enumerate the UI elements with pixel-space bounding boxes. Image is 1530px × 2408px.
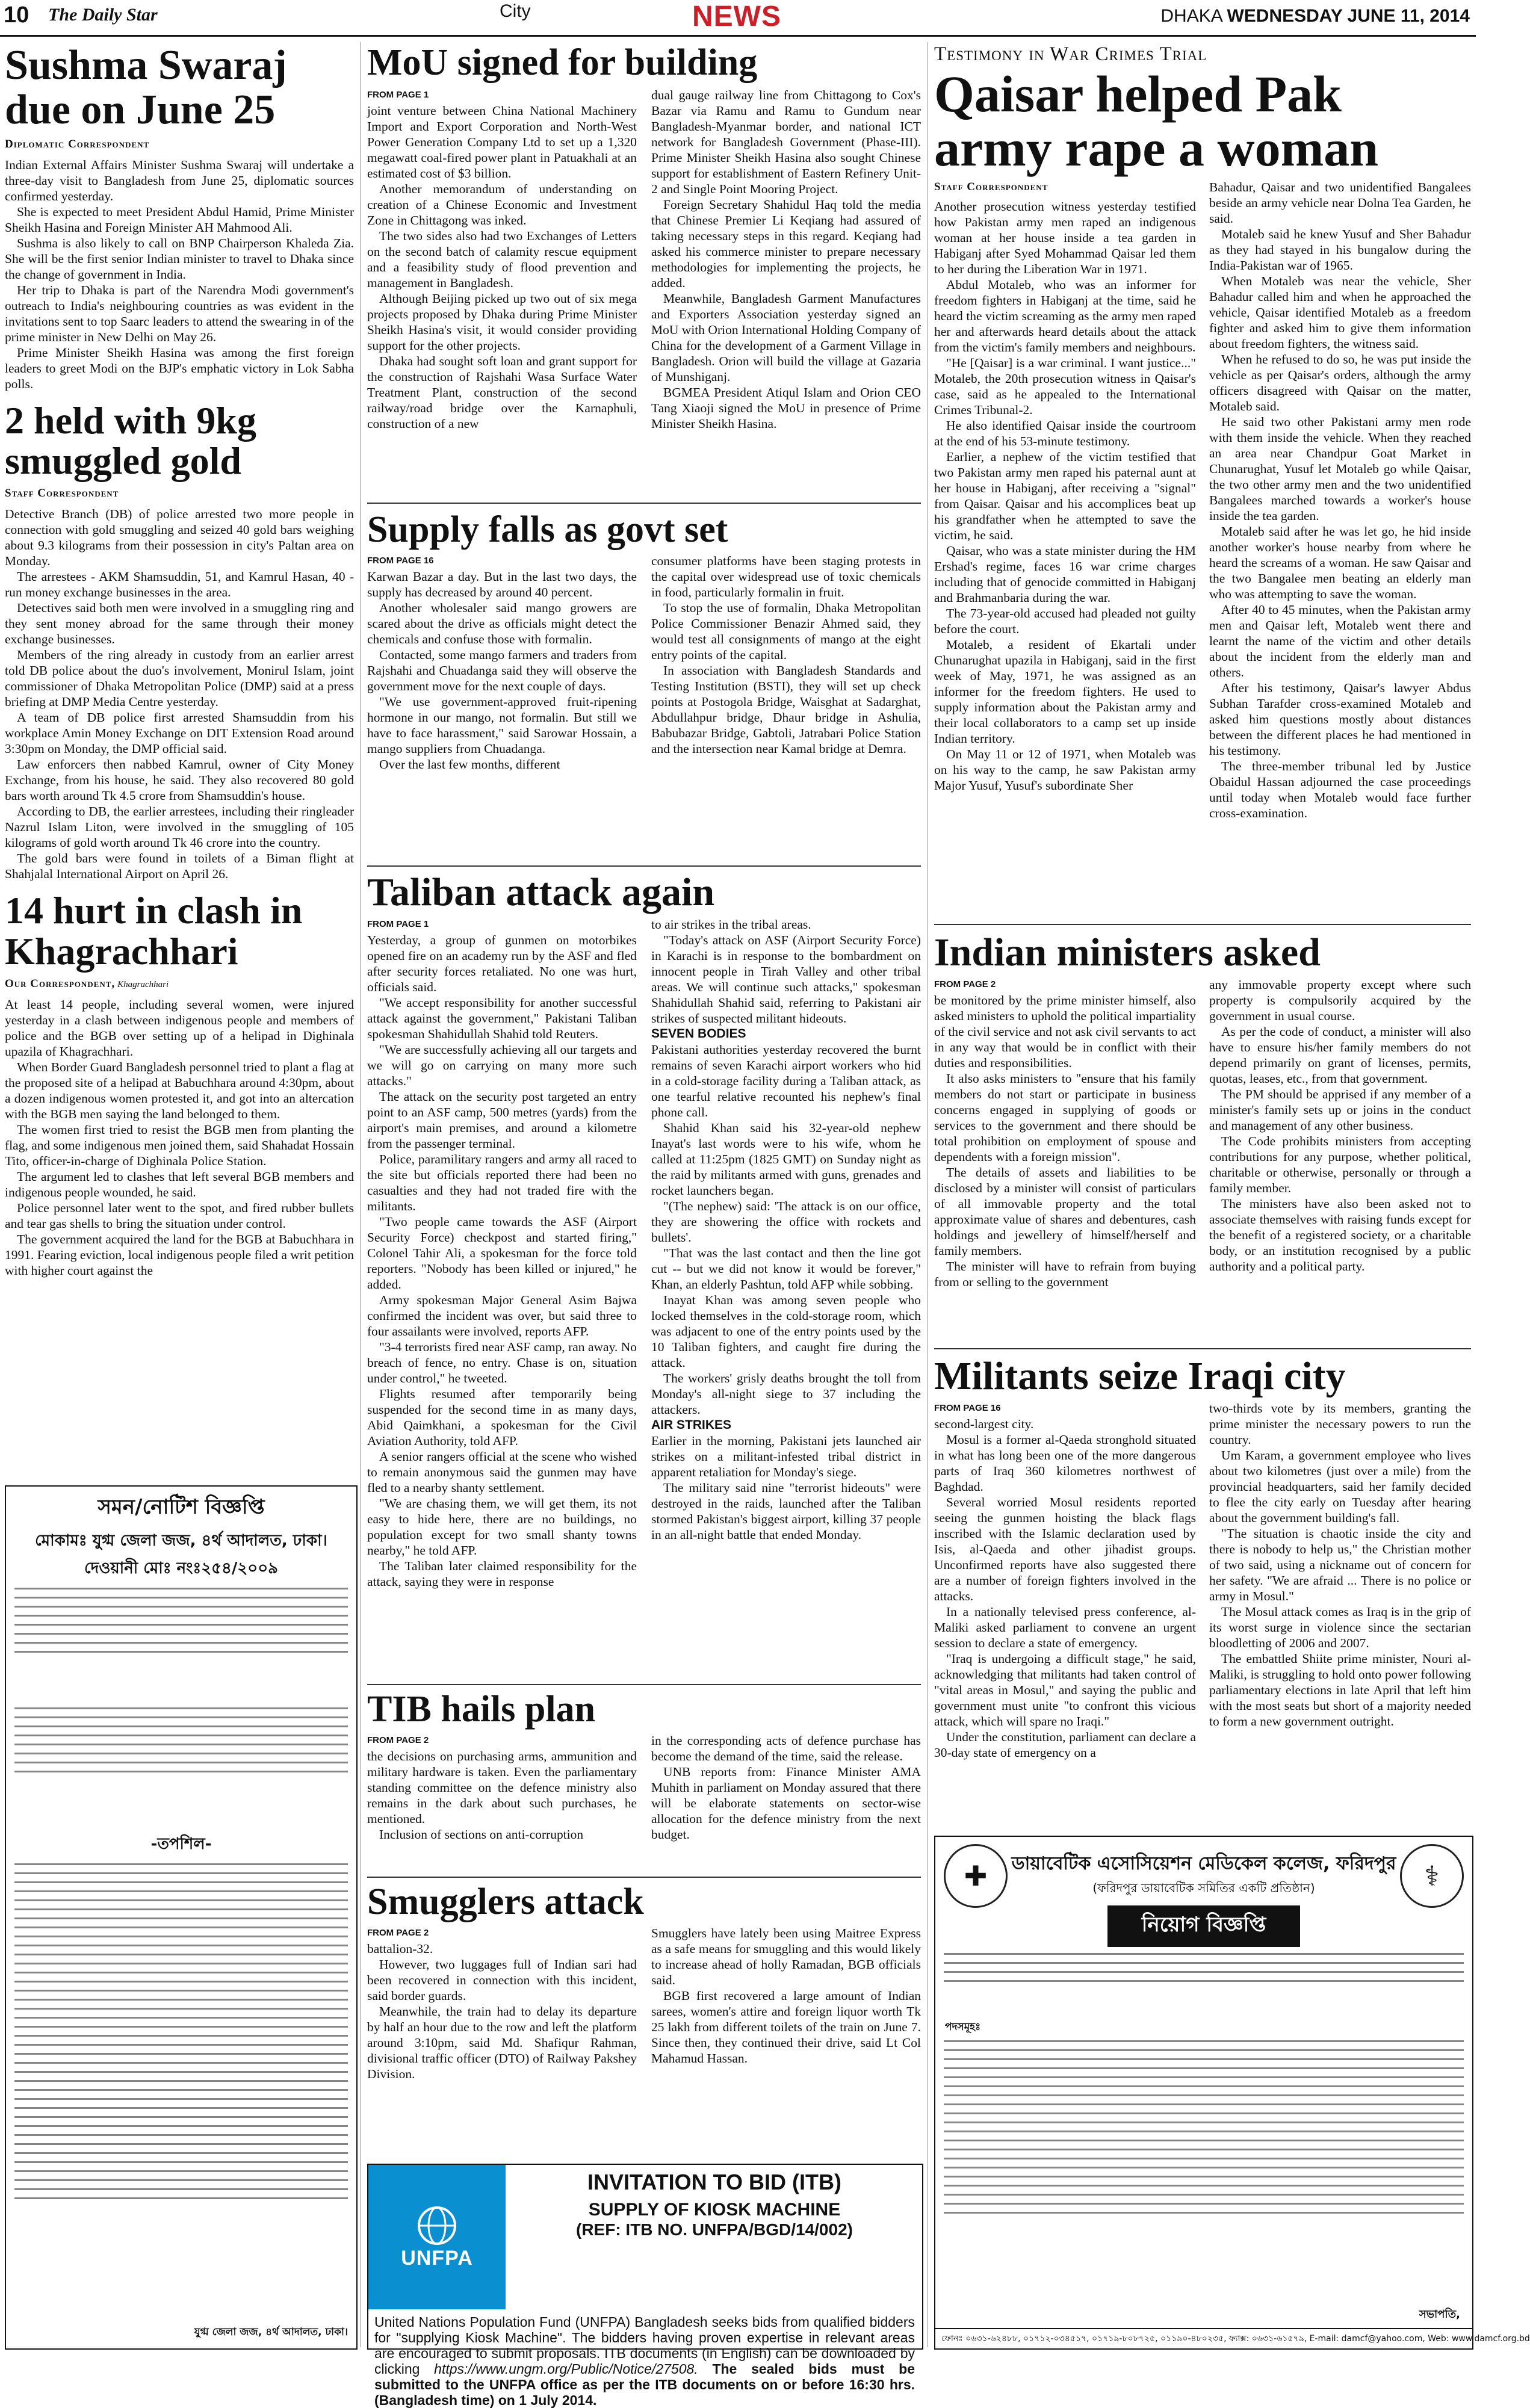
paragraph: Over the last few months, different (379, 757, 560, 772)
paragraph: Earlier, a nephew of the victim testified that two Pakistan army men raped his paternal aunt at her house in Habiganj, after receiving a "signal" from Qaisar. Qaisar and his accomplices beat up his grandfather when he attempted to save the victim, he said. (934, 449, 1196, 542)
jump-label: FROM PAGE 16 (367, 556, 434, 566)
paragraph: Another memorandum of understanding on creation of a Chinese Economic and Investment Zone in Chittagong was inked. (367, 182, 637, 228)
paragraph: joint venture between China National Machinery Import and Export Corporation and North-West Power Generation Company Ltd to set up a 1,320 megawatt coal-fired power plant in Patuakhali at an estimated cost of $3 billion. (367, 104, 637, 181)
paragraph: Shahid Khan said his 32-year-old nephew Inayat's last words were to his wife, whom he called at 11:25pm (1825 GMT) on Sunday night as the raid by militants armed with guns, grenades and rocket launchers began. (651, 1121, 921, 1198)
iraq-col-1 (934, 1401, 1196, 1760)
paragraph: The Taliban later claimed responsibility for the attack, saying they were in response (367, 1559, 637, 1589)
paragraph: Detectives said both men were involved in a smuggling ring and they sent money abroad for the same through their money exchange businesses. (5, 601, 354, 647)
story-sushma (5, 157, 354, 392)
headline-supply: Supply falls as govt set (367, 509, 728, 550)
paragraph: Earlier in the morning, Pakistani jets launched air strikes on a militant-infested tribal district in apparent retaliation for Monday's siege. (651, 1434, 921, 1480)
paragraph: BGB first recovered a large amount of Indian sarees, women's attire and foreign liquor worth Tk 25 lakh from different toilets of the train on June 7. Since then, they continued their drive, said Lt Col Mahamud Hassan. (651, 1989, 921, 2066)
paragraph: He said two other Pakistani army men rode with them inside the vehicle. When they reached an area near Chandpur Goat Market in Chunarughat, Yusuf let Motaleb go while Qaisar, the two other army men and the two unidentified Bangalees marched towards a worker's house inside the tea garden. (1209, 414, 1471, 523)
page-number: 10 (4, 2, 29, 28)
story-tib (367, 1690, 921, 1842)
paragraph: in the corresponding acts of defence purchase has become the demand of the time, said the release. (651, 1733, 921, 1764)
notice-title: সমন/নোটিশ বিজ্ঞপ্তি (98, 1495, 265, 1519)
paragraph: consumer platforms have been staging protests in the capital over widespread use of toxic chemicals in food, particularly formalin in fruit. (651, 554, 921, 600)
paragraph: dual gauge railway line from Chittagong to Cox's Bazar via Ramu and Ramu to Gundum near Bangladesh-Myanmar border, and national ICT network for Bangladesh Government (Phase-III). Prime Minister Sheikh Hasina also sought Chinese support for establishment of Eastern Refinery Unit-2 and Single Point Mooring Project. (651, 88, 921, 197)
masthead (0, 0, 1476, 34)
notice-case: দেওয়ানী মোঃ নংঃ২৫৪/২০০৯ (84, 1559, 278, 1577)
itb-body-text-2: The sealed bids must be submitted to the UNFPA office as per the ITB documents on or before (374, 2361, 915, 2392)
itb-deadline: 16:30 hrs. (Bangladesh time) on 1 July 2014. (374, 2377, 915, 2408)
paragraph: Meanwhile, the train had to delay its departure by half an hour due to the row and left the platform around 3:10pm, said Md. Shafiqur Rahman, divisional traffic officer (DTO) of Railway Pakshey Division. (367, 2004, 637, 2082)
paragraph: The PM should be apprised if any member of a minister's family sets up or joins in the conduct and management of any other business. (1209, 1087, 1471, 1133)
story-divider (934, 924, 1471, 925)
column-divider (360, 42, 361, 2347)
paragraph: two-thirds vote by its members, granting the prime minister the necessary powers to run the country. (1209, 1401, 1471, 1447)
college-contact: ফোনঃ ০৬৩১-৬২৪৮৮, ০১৭১২-০৩৪৫১৭, ০১৭১৯-৮০৮৭২৫, ০১১৯০-৪৮০২৩৫, ফ্যাক্স: ০৬৩১-৬১৫৭৯, E-mail: damcf@yahoo.com, Web: www.damcf.org.bd (935, 2328, 1472, 2348)
paragraph: On May 11 or 12 of 1971, when Motaleb was on his way to the camp, he saw Pakistan army Major Yusuf, Yusuf's subordinate Sher (934, 746, 1196, 793)
news-label: NEWS (692, 1, 781, 32)
paragraph: "(The nephew) said: 'The attack is on our office, they are showering the office with rockets and bullets'. (651, 1199, 921, 1245)
story-supply (367, 510, 921, 772)
paragraph: Karwan Bazar a day. But in the last two days, the supply has decreased by around 40 percent. (367, 569, 637, 600)
story-divider (934, 1348, 1471, 1349)
paragraph: The military said nine "terrorist hideouts" were destroyed in the raids, launched after the Taliban stormed Pakistan's biggest airport, killing 37 people in an all-night battle that ended Monday. (651, 1481, 921, 1543)
dateline-city: DHAKA (1160, 6, 1222, 26)
paragraph: After 40 to 45 minutes, when the Pakistan army men and Qaisar left, Motaleb went there and learnt the name of the victim and other details about the incident from the elderly man and others. (1209, 602, 1471, 679)
paragraph: Several worried Mosul residents reported seeing the gunmen hoisting the black flags inscribed with the Islamic declaration used by Isis, al-Qaeda and other jihadist groups. Unconfirmed reports have also suggested there are a number of foreign fighters involved in the attacks. (934, 1495, 1196, 1604)
paragraph: The attack on the security post targeted an entry point to an ASF camp, 500 metres (yards) from the airport's main premises, and around a kilometre from the passenger terminal. (367, 1089, 637, 1151)
byline-qaisar: Staff Correspondent (934, 180, 1048, 193)
subhead: SEVEN BODIES (651, 1027, 746, 1041)
paragraph: Dhaka had sought soft loan and grant support for the construction of Rajshahi Wasa Surface Water Treatment Plant, construction of the second railway/road bridge over the Karnaphuli, construction of a new (367, 354, 637, 432)
paragraph: "We accept responsibility for another successful attack against the government," Pakistani Taliban spokesman Shahidullah Shahid told Reuters. (367, 995, 637, 1042)
paragraph: The argument led to clashes that left several BGB members and indigenous people wounded, he said. (5, 1169, 354, 1199)
positions-label: পদসমূহঃ (945, 2021, 981, 2033)
jump-label: FROM PAGE 1 (367, 919, 429, 930)
mou-col-1 (367, 87, 637, 432)
paragraph: Detective Branch (DB) of police arrested two more people in connection with gold smuggling and seized 40 gold bars weighing about 9.3 kilograms from their possession in city's Paltan area on Monday. (5, 507, 354, 569)
headline-iraq: Militants seize Iraqi city (934, 1354, 1346, 1398)
paragraph: "That was the last contact and then the line got cut -- but we did not know it would be forever," Khan, an elderly Pashtun, told AFP while sobbing. (651, 1246, 921, 1292)
paragraph: The three-member tribunal led by Justice Obaidul Hassan adjourned the case proceedings until today when Motaleb would face further cross-examination. (1209, 758, 1471, 820)
jump-label: FROM PAGE 2 (367, 1735, 429, 1746)
paragraph: Um Karam, a government employee who lives about two kilometres (just over a mile) from the provincial headquarters, said her family decided to flee the city early on Tuesday after hearing about the government building's fall. (1209, 1448, 1471, 1526)
recruitment-intro-text (935, 1953, 1472, 2019)
paragraph: When Motaleb was near the vehicle, Sher Bahadur called him and when he approached the vehicle, Qaisar identified Motaleb as a freedom fighter and asked him to give them information about freedom fighters, the witness said. (1209, 273, 1471, 351)
paragraph: To stop the use of formalin, Dhaka Metropolitan Police Commissioner Benazir Ahmed said, they would test all consignments of mango at the eight entry points of the capital. (651, 601, 921, 663)
notice-body-text (6, 1707, 356, 1828)
paragraph: Army spokesman Major General Asim Bajwa confirmed the incident was over, but said three to four assailants were involved, reports AFP. (367, 1293, 637, 1339)
story-indian-ministers (934, 932, 1471, 1290)
iraq-col-2 (1209, 1401, 1471, 1760)
smugglers-col-2 (651, 1925, 921, 2082)
subhead: AIR STRIKES (651, 1418, 732, 1432)
itb-subtitle: SUPPLY OF KIOSK MACHINE (588, 2200, 841, 2220)
paragraph: It also asks ministers to "ensure that his family members do not start or participate in business concerns engaged in supplying of goods or services to the government and there should be total prohibition on employment of spouse and dependents with a foreign mission". (934, 1071, 1196, 1165)
paragraph: Pakistani authorities yesterday recovered the burnt remains of seven Karachi airport workers who hid in a cold-storage facility during a Taliban attack, as one tearful relative recounted his nephew's final phone call. (651, 1042, 921, 1120)
recruitment-banner: নিয়োগ বিজ্ঞপ্তি (1107, 1905, 1300, 1947)
headline-mou: MoU signed for building (367, 42, 758, 83)
story-mou (367, 43, 921, 432)
story-divider (367, 1684, 921, 1685)
paragraph: Flights resumed after temporarily being suspended for the second time in as many days, Abid Qaimkhani, a spokesman for the Civil Aviation Authority, told AFP. (367, 1387, 637, 1449)
notice-parties-text (6, 1588, 356, 1702)
unfpa-logo-panel (368, 2165, 506, 2309)
paragraph: "He [Qaisar] is a war criminal. I want justice..." Motaleb, the 20th prosecution witness in Qaisar's case, said as he appealed to the International Crimes Tribunal-2. (934, 355, 1196, 417)
paragraph: Yesterday, a group of gunmen on motorbikes opened fire on an academy run by the ASF and fled after security forces retaliated. No one was hurt, officials said. (367, 933, 637, 995)
paragraph: Bahadur, Qaisar and two unidentified Bangalees beside an army vehicle near Dolna Tea Garden, he said. (1209, 179, 1471, 226)
headline-gold: 2 held with 9kg smuggled gold (5, 399, 256, 483)
college-sub: (ফরিদপুর ডায়াবেটিক সমিতির একটি প্রতিষ্ঠান) (1092, 1881, 1315, 1895)
paragraph: The arrestees - AKM Shamsuddin, 51, and Kamrul Hasan, 40 - run money exchange businesses in the area. (5, 569, 354, 600)
column-left (5, 43, 354, 1278)
indian-col-1 (934, 977, 1196, 1290)
headline-smugglers: Smugglers attack (367, 1881, 644, 1922)
jump-label: FROM PAGE 2 (367, 1928, 429, 1939)
paragraph: According to DB, the earlier arrestees, including their ringleader Nazrul Islam Liton, were involved in the smuggling of 105 kilograms of gold worth around Tk 46 crore into the country. (5, 804, 354, 850)
paragraph: Motaleb said after he was let go, he hid inside another worker's house nearby from where he heard the screams of a woman. He saw Qaisar and the two Bangalee men beating an elderly man who was attempting to save the woman. (1209, 524, 1471, 601)
byline-text: Our Correspondent, (5, 977, 116, 990)
paragraph: "Iraq is undergoing a difficult stage," he said, acknowledging that militants had taken control of "vital areas in Mosul," and saying the public and government must unite "to confront this vicious attack, which will spare no Iraqi." (934, 1651, 1196, 1729)
headline-tib: TIB hails plan (367, 1689, 596, 1730)
dateline-date: WEDNESDAY JUNE 11, 2014 (1227, 6, 1470, 26)
paragraph: Abdul Motaleb, who was an informer for freedom fighters in Habiganj at the time, said he heard the victim screaming as the army men raped her and afterwards heard details about the attack from the victim's family members and neighbours. (934, 277, 1196, 354)
college-name: ডায়াবেটিক এসোসিয়েশন মেডিকেল কলেজ, ফরিদপুর (1011, 1853, 1396, 1874)
story-gold (5, 506, 354, 882)
paragraph: the decisions on purchasing arms, ammunition and military hardware is taken. Even the parliamentary standing committee on the defence ministry also remains in the dark about such purchases, he mentioned. (367, 1749, 637, 1827)
paragraph: The gold bars were found in toilets of a Biman flight at Shahjalal International Airport on April 26. (5, 851, 354, 882)
masthead-rule (0, 35, 1476, 37)
story-khagrachhari (5, 997, 354, 1278)
court-notice-ad (5, 1485, 358, 2350)
notice-schedule-heading: -তপশিল- (150, 1835, 212, 1853)
paragraph: Police, paramilitary rangers and army all raced to the site but officials reported there had been no casualties and they had not traded fire with the militants. (367, 1152, 637, 1214)
jump-label: FROM PAGE 16 (934, 1403, 1001, 1414)
paragraph: In association with Bangladesh Standards and Testing Institution (BSTI), they will set up check points at Postogola Bridge, Waisghat at Sadarghat, Abdullahpur bridge, Dhaur bridge in Ashulia, Babubazar Bridge, Gabtoli, Jatrabari Police Station and the intersection near Kamal bridge at Demra. (651, 663, 921, 757)
paragraph: However, two luggages full of Indian sari had been recovered in connection with this incident, said border guards. (367, 1957, 637, 2004)
section-label: City (500, 1, 531, 21)
paragraph: any immovable property except where such property is compulsorily acquired by the government in usual course. (1209, 977, 1471, 1024)
paragraph: battalion-32. (367, 1942, 433, 1957)
paragraph: Qaisar, who was a state minister during the HM Ershad's regime, faces 16 war crime charges including that of genocide committed in Habiganj and Brahmanbaria during the war. (934, 543, 1196, 605)
paragraph: "Two people came towards the ASF (Airport Security Force) checkpost and started firing," Colonel Tahir Ali, a spokesman for the force told reporters. "Nobody has been killed or injured," he added. (367, 1215, 637, 1292)
itb-body-text: United Nations Population Fund (UNFPA) Bangladesh seeks bids from qualified bidders for "supplying Kiosk Machine". The bidders having proven expertise in relevant areas are encouraged to submit proposals. ITB documents (in English) can be downloaded by clicking (374, 2314, 915, 2377)
paragraph: When Border Guard Bangladesh personnel tried to plant a flag at the proposed site of a helipad at Babuchhara around 4:30pm, about a dozen indigenous women protested it, and got into an altercation with the BGB men saying the land belonged to them. (5, 1059, 355, 1121)
story-iraq (934, 1355, 1471, 1760)
qaisar-col-2 (1209, 179, 1471, 821)
itb-link[interactable]: https://www.ungm.org/Public/Notice/27508. (434, 2361, 698, 2377)
paragraph: The 73-year-old accused had pleaded not guilty before the court. (934, 605, 1196, 636)
paragraph: "We are successfully achieving all our targets and we will go on carrying on many more such attacks." (367, 1042, 637, 1089)
dateline (1160, 6, 1470, 26)
paper-logo: The Daily Star (48, 5, 158, 25)
paragraph: Members of the ring already in custody from an earlier arrest told DB police about the duo's involvement, Monirul Islam, joint commissioner of Dhaka Metropolitan Police (DMP) said at a press briefing at DMP Media Centre yesterday. (5, 648, 354, 710)
indian-col-2 (1209, 977, 1471, 1290)
story-taliban (367, 871, 921, 1589)
paragraph: UNB reports from: Finance Minister AMA Muhith in parliament on Monday assured that there will be elaborate statements on sector-wise allocation for the defence ministry from the next budget. (651, 1765, 921, 1842)
paragraph: Inclusion of sections on anti-corruption (379, 1827, 584, 1842)
college-recruitment-ad (934, 1836, 1530, 2350)
story-divider (367, 503, 921, 504)
paragraph: Inayat Khan was among seven people who locked themselves in the cold-storage room, which was adjacent to one of the entry points used by the 10 Taliban fighters, and caught fire during the attack. (651, 1293, 921, 1370)
mou-col-2 (651, 87, 921, 432)
paragraph: BGMEA President Atiqul Islam and Orion CEO Tang Xiaoji signed the MoU in presence of Prime Minister Sheikh Hasina. (651, 385, 921, 432)
paragraph: "Today's attack on ASF (Airport Security Force) in Karachi is in response to the bombardment on innocent people in Tirah Valley and other tribal areas. We will continue such attacks," spokesman Shahidullah Shahid said, referring to Pakistani air strikes of suspected militant hideouts. (651, 933, 921, 1026)
paragraph: Contacted, some mango farmers and traders from Rajshahi and Chuadanga said they will observe the government move for the next couple of days. (367, 648, 637, 694)
itb-ref: (REF: ITB NO. UNFPA/BGD/14/002) (576, 2220, 853, 2239)
paragraph: The details of assets and liabilities to be disclosed by a minister will consist of particulars of all immovable property and the total approximate value of shares and debentures, cash holdings and jewellery of himself/herself and family members. (934, 1165, 1196, 1258)
qaisar-col-1 (934, 179, 1196, 821)
jump-label: FROM PAGE 2 (934, 979, 996, 990)
unfpa-emblem-icon (416, 2205, 458, 2247)
taliban-col-1 (367, 917, 637, 1589)
itb-body (374, 2314, 915, 2408)
college-signature: সভাপতি, (1419, 2308, 1460, 2321)
paragraph: The Mosul attack comes as Iraq is in the grip of its worst surge in violence since the sectarian bloodletting of 2006 and 2007. (1209, 1605, 1471, 1651)
college-seal-right-icon: ⚕ (1400, 1844, 1464, 1908)
paragraph: to air strikes in the tribal areas. (651, 917, 811, 932)
paragraph: The ministers have also been asked not to associate themselves with raising funds except for the benefit of a registered society, or a charitable body, or an institution recognised by a public authority and a political party. (1209, 1196, 1471, 1274)
headline-sushma: Sushma Swaraj due on June 25 (5, 42, 287, 133)
paragraph: "3-4 terrorists fired near ASF camp, ran away. No breach of fence, no entry. Chase is on, situation under control," he tweeted. (367, 1340, 637, 1386)
paragraph: be monitored by the prime minister himself, also asked ministers to uphold the political impartiality of the civil service and not ask civil servants to act in any way that would be in conflict with their duties and responsibilities. (934, 993, 1196, 1071)
paragraph: The minister will have to refrain from buying from or selling to the government (934, 1259, 1196, 1290)
story-qaisar (934, 43, 1471, 821)
paragraph: The two sides also had two Exchanges of Letters on the second batch of calamity rescue equipment and a feasibility study of flood prevention and management in Bangladesh. (367, 229, 637, 291)
paragraph: At least 14 people, including several women, were injured yesterday in a clash between indigenous people and members of police and the BGB over setting up of a helipad in Dighinala upazila of Khagrachhari. (5, 997, 354, 1059)
paragraph: Motaleb said he knew Yusuf and Sher Bahadur as they had stayed in his bungalow during the India-Pakistan war of 1965. (1209, 226, 1471, 273)
story-divider (367, 865, 921, 867)
paragraph: Sushma is also likely to call on BNP Chairperson Khaleda Zia. She will be the first senior Indian minister to travel to Dhaka since the change of government in India. (5, 236, 354, 282)
paragraph: Law enforcers then nabbed Kamrul, owner of City Money Exchange, from his house, he said. They also recovered 80 gold bars worth around Tk 4.5 crore from Shamsuddin's house. (5, 757, 354, 803)
supply-col-1 (367, 553, 637, 772)
headline-taliban: Taliban attack again (367, 870, 715, 914)
headline-khagrachhari: 14 hurt in clash in Khagrachhari (5, 889, 303, 973)
paragraph: In a nationally televised press conference, al-Maliki asked parliament to convene an urgent session to declare a state of emergency. (934, 1605, 1196, 1651)
kicker-qaisar: Testimony in War Crimes Trial (934, 43, 1207, 65)
byline-gold: Staff Correspondent (5, 487, 119, 500)
paragraph: Another wholesaler said mango growers are scared about the drive as officials might detect the chemicals and confuse those with formalin. (367, 601, 637, 647)
paragraph: Prime Minister Sheikh Hasina was among the first foreign leaders to greet Modi on the BJP's emphatic victory in Lok Sabha polls. (5, 345, 354, 391)
headline-qaisar: Qaisar helped Pak army rape a woman (934, 65, 1379, 178)
paragraph: When he refused to do so, he was put inside the vehicle as per Qaisar's orders, although the army officers disagreed with Qaisar on the matter, Motaleb said. (1209, 351, 1471, 413)
paragraph: Smugglers have lately been using Maitree Express as a safe means for smuggling and this would likely to increase ahead of holly Ramadan, BGB officials said. (651, 1926, 921, 1988)
paragraph: Meanwhile, Bangladesh Garment Manufactures and Exporters Association yesterday signed an MoU with Orion International Holding Company of China for the development of a Garment Village in Bangladesh. Orion will build the village at Gazaria of Munshiganj. (651, 291, 921, 385)
paragraph: The government acquired the land for the BGB at Babuchhara in 1991. Fearing eviction, local indigenous people filed a writ petition with higher court against the (5, 1231, 354, 1278)
tib-col-2 (651, 1733, 921, 1842)
paragraph: A team of DB police first arrested Shamsuddin from his workplace Amin Money Exchange on DIT Extension Road around 3:30pm on Monday, the DMP official said. (5, 710, 354, 757)
notice-court: মোকামঃ যুগ্ম জেলা জজ, ৪র্থ আদালত, ঢাকা। (35, 1532, 327, 1550)
paragraph: After his testimony, Qaisar's lawyer Abdus Subhan Tarafder cross-examined Motaleb and asked him questions mostly about distances between the different places he had mentioned in his testimony. (1209, 680, 1471, 758)
paragraph: Foreign Secretary Shahidul Haq told the media that Chinese Premier Li Keqiang had assured of taking necessary steps in this regard. Keqiang had asked his commerce minister to prepare necessary methodologies for implementing the projects, he added. (651, 197, 921, 291)
paragraph: "We are chasing them, we will get them, its not easy to hide here, there are no buildings, no population except for two small shanty towns nearby," he told AFP. (367, 1496, 637, 1558)
paragraph: second-largest city. (934, 1417, 1034, 1432)
unfpa-logo-text: UNFPA (401, 2246, 473, 2270)
column-divider (927, 42, 928, 2347)
smugglers-col-1 (367, 1925, 637, 2082)
itb-title: INVITATION TO BID (ITB) (587, 2170, 841, 2194)
paragraph: "The situation is chaotic inside the city and there is nobody to help us," the Christian mother of two said, using a nickname out of concern for her safety. "We are afraid ... There is no police or army in Mosul." (1209, 1526, 1471, 1604)
paragraph: The women first tried to resist the BGB men from planting the flag, and some indigenous men joined them, said Shahadat Hossain Tito, officer-in-charge of Dighinala Police Station. (5, 1122, 354, 1168)
tib-col-1 (367, 1733, 637, 1842)
positions-list (935, 2040, 1472, 2323)
jump-label: FROM PAGE 1 (367, 90, 429, 101)
paragraph: Although Beijing picked up two out of six mega projects proposed by Dhaka during Prime Minister Sheikh Hasina's visit, it would consider providing support for the other projects. (367, 291, 637, 353)
paragraph: The workers' grisly deaths brought the toll from Monday's all-night siege to 37 including the attackers. (651, 1371, 921, 1417)
story-divider (367, 1877, 921, 1878)
notice-footer: যুগ্ম জেলা জজ, ৪র্থ আদালত, ঢাকা। (194, 2326, 348, 2338)
headline-indian: Indian ministers asked (934, 930, 1321, 974)
paragraph: Another prosecution witness yesterday testified how Pakistan army men raped an indigenous woman at her house inside a tea garden in Habiganj after Syed Mohammad Qaisar led them to her during the Liberation War in 1971. (934, 199, 1196, 276)
paragraph: The embattled Shiite prime minister, Nouri al-Maliki, is struggling to hold onto power following parliamentary elections in late April that left him with the most seats but short of a majority needed to form a new government outright. (1209, 1651, 1471, 1729)
paragraph: Her trip to Dhaka is part of the Narendra Modi government's outreach to India's neighbouring countries as was evident in the invitations sent to top Saarc leaders to attend the swearing in of the prime minister in New Delhi on May 26. (5, 283, 354, 344)
paragraph: Police personnel later went to the spot, and fired rubber bullets and tear gas shells to bring the situation under control. (5, 1200, 354, 1231)
paragraph: As per the code of conduct, a minister will also have to ensure his/her family members do not depend primarily on grant of licenses, permits, quotas, leases, etc., from that government. (1209, 1024, 1471, 1086)
byline-sushma: Diplomatic Correspondent (5, 138, 150, 150)
story-smugglers (367, 1883, 921, 2082)
paragraph: Motaleb, a resident of Ekartali under Chunarughat upazila in Habiganj, said in the first week of May, 1971, he was assigned as an informer for the freedom fighters. He used to supply information about the Pakistan army and their local collaborators to a camp set up inside Indian territory. (934, 637, 1196, 746)
paragraph: The Code prohibits ministers from accepting contributions for any purpose, whether political, charitable or otherwise, personally or through a family member. (1209, 1134, 1471, 1196)
paragraph: "We use government-approved fruit-ripening hormone in our mango, not formalin. But still we have to face harassment," said Sarowar Hossain, a mango suppliers from Chuadanga. (367, 695, 637, 757)
supply-col-2 (651, 553, 921, 772)
paragraph: A senior rangers official at the scene who wished to remain anonymous said the gunmen may have fled to a nearby shanty settlement. (367, 1449, 637, 1496)
paragraph: He also identified Qaisar inside the courtroom at the end of his 53-minute testimony. (934, 418, 1196, 448)
paragraph: Mosul is a former al-Qaeda stronghold situated in what has long been one of the more dangerous parts of Iraq 360 kilometres northwest of Baghdad. (934, 1432, 1196, 1494)
paragraph: Under the constitution, parliament can declare a 30-day state of emergency on a (934, 1730, 1196, 1760)
college-seal-left-icon: ✚ (944, 1844, 1008, 1908)
paragraph: She is expected to meet President Abdul Hamid, Prime Minister Sheikh Hasina and Foreign Minister AH Mahmood Ali. (5, 205, 354, 235)
taliban-col-2 (651, 917, 921, 1589)
unfpa-itb-ad (367, 2164, 923, 2408)
byline-khagrachhari (5, 977, 354, 991)
byline-place: Khagrachhari (117, 979, 169, 989)
paragraph: Indian External Affairs Minister Sushma Swaraj will undertake a three-day visit to Bangladesh from June 25, diplomatic sources confirmed yesterday. (5, 158, 354, 203)
notice-schedule-text (6, 1863, 356, 2375)
